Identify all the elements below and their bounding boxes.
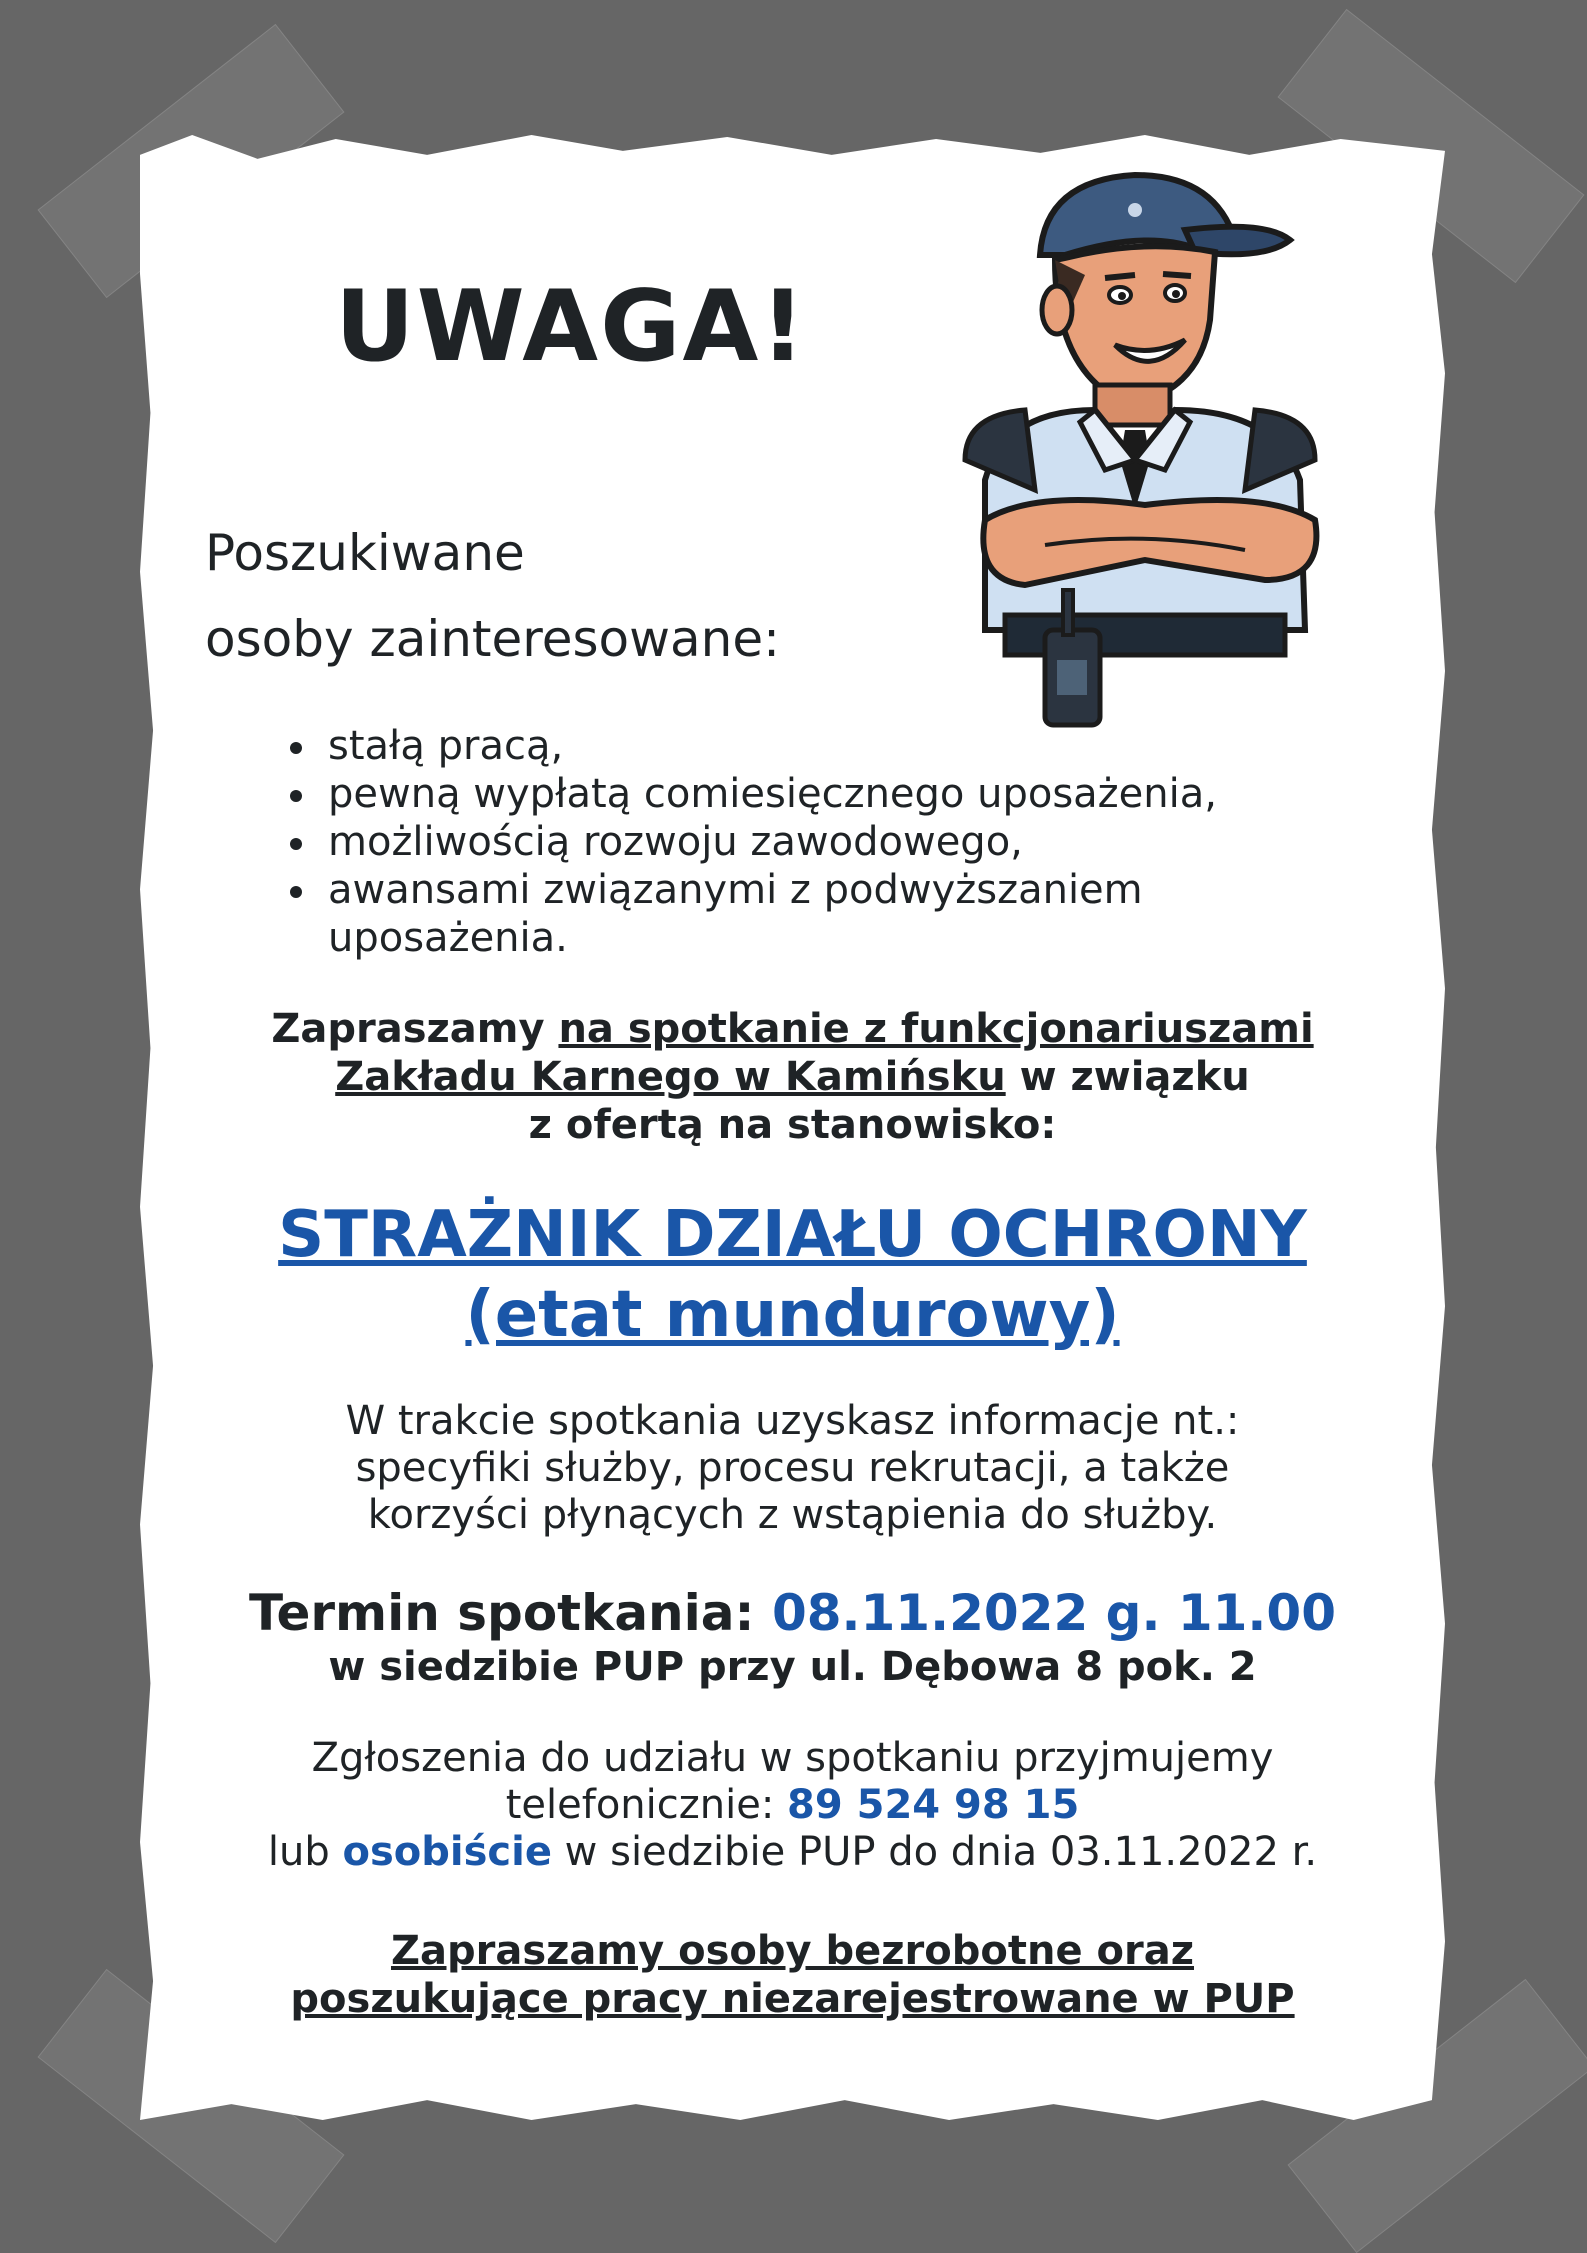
- info-line: korzyści płynących z wstąpienia do służby.: [367, 1492, 1218, 1538]
- invite-line-3: z ofertą na stanowisko:: [528, 1102, 1057, 1148]
- meeting-datetime: 08.11.2022 g. 11.00: [771, 1584, 1336, 1642]
- job-title-line-1: STRAŻNIK DZIAŁU OCHRONY: [278, 1198, 1307, 1272]
- footer-line: Zapraszamy osoby bezrobotne oraz: [390, 1928, 1194, 1974]
- invite-text: Zapraszamy: [271, 1006, 559, 1052]
- footer-line: poszukujące pracy niezarejestrowane w PUP: [290, 1976, 1295, 2022]
- invite-text-2: w związku: [1005, 1054, 1250, 1100]
- list-item: pewną wypłatą comiesięcznego uposażenia,: [285, 770, 1217, 818]
- list-item: awansami związanymi z podwyższaniem: [285, 866, 1217, 914]
- phone-label: telefonicznie:: [505, 1782, 788, 1828]
- list-item: stałą pracą,: [285, 722, 1217, 770]
- job-title-line-2: (etat mundurowy): [465, 1278, 1120, 1352]
- list-item: możliwością rozwoju zawodowego,: [285, 818, 1217, 866]
- list-item-continuation: uposażenia.: [328, 915, 568, 961]
- poster-title: UWAGA!: [335, 270, 808, 384]
- invite-underlined-1: na spotkanie z funkcjonariuszami: [558, 1006, 1314, 1052]
- apply-or: lub: [267, 1829, 343, 1875]
- meeting-date: [140, 1583, 1445, 1643]
- meeting-date-label: Termin spotkania:: [248, 1584, 772, 1642]
- invite-underlined-2: Zakładu Karnego w Kamińsku: [335, 1054, 1006, 1100]
- lead-heading: [205, 510, 780, 682]
- info-line: specyfiki służby, procesu rekrutacji, a także: [355, 1445, 1230, 1491]
- lead-line-1: Poszukiwane: [205, 524, 525, 582]
- security-guard-illustration: [945, 160, 1335, 740]
- apply-rest: w siedzibie PUP do dnia 03.11.2022 r.: [551, 1829, 1318, 1875]
- footer-invitation: [140, 1927, 1445, 2023]
- info-line: W trakcie spotkania uzyskasz informacje nt.:: [345, 1398, 1240, 1444]
- job-title: [140, 1195, 1445, 1355]
- meeting-place: w siedzibie PUP przy ul. Dębowa 8 pok. 2: [328, 1644, 1257, 1690]
- lead-line-2: osoby zainteresowane:: [205, 610, 780, 668]
- meeting-info: [140, 1398, 1445, 1539]
- benefits-list: [285, 722, 1217, 962]
- application-info: [140, 1735, 1445, 1876]
- apply-line-1: Zgłoszenia do udziału w spotkaniu przyjmujemy: [311, 1735, 1274, 1781]
- in-person-text: osobiście: [342, 1829, 552, 1875]
- meeting-invitation: [140, 1005, 1445, 1149]
- phone-number: 89 524 98 15: [787, 1782, 1080, 1828]
